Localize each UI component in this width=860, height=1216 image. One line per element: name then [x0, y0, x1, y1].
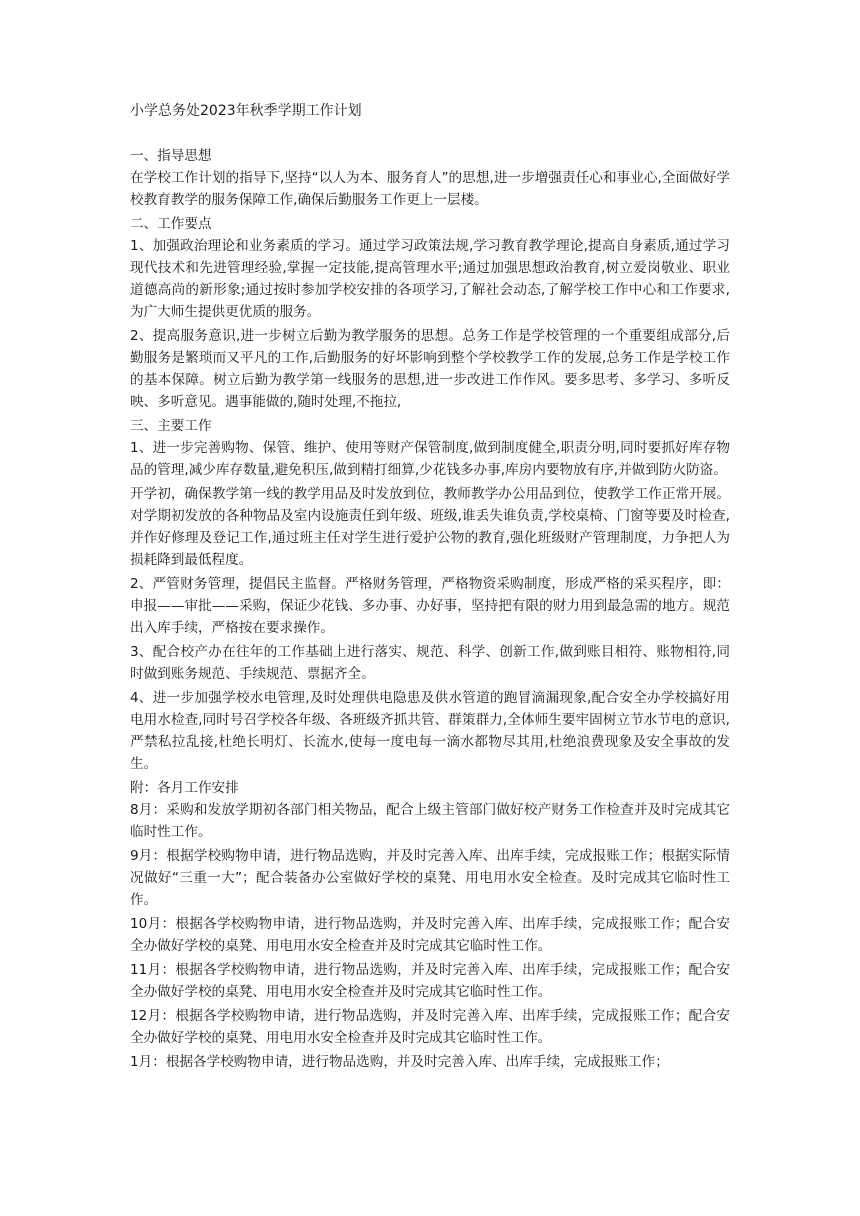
section-heading-key-points: 二、工作要点 [130, 216, 212, 232]
paragraph: 4、进一步加强学校水电管理,及时处理供电隐患及供水管道的跑冒滴漏现象,配合安全办学校搞好用电用水检查,同时号召学校各年级、各班级齐抓共管、群策群力,全体师生要牢固树立节水节电的意识,严禁私拉乱接,杜绝长明灯、长流水,使每一度电每一滴水都物尽其用,杜绝浪费现象及安全事故的发生。 [130, 690, 730, 772]
paragraph: 3、配合校产办在往年的工作基础上进行落实、规范、科学、创新工作,做到账目相符、账物相符,同时做到账务规范、手续规范、票据齐全。 [130, 644, 730, 682]
paragraph: 1、加强政治理论和业务素质的学习。通过学习政策法规,学习教育教学理论,提高自身素质,通过学习现代技术和先进管理经验,掌握一定技能,提高管理水平;通过加强思想政治教育,树立爱岗敬业、职业道德高尚的新形象;通过按时参加学校安排的各项学习,了解社会动态,了解学校工作中心和工作要求,为广大师生提供更优质的服务。 [130, 238, 730, 320]
paragraph: 1、进一步完善购物、保管、维护、使用等财产保管制度,做到制度健全,职责分明,同时要抓好库存物品的管理,减少库存数量,避免积压,做到精打细算,少花钱多办事,库房内要物放有序,并做到防火防盗。 [130, 440, 730, 478]
month-paragraph: 10月：根据各学校购物申请，进行物品选购，并及时完善入库、出库手续，完成报账工作；配合安全办做好学校的桌凳、用电用水安全检查并及时完成其它临时性工作。 [130, 916, 730, 954]
paragraph: 在学校工作计划的指导下,坚持“以人为本、服务育人”的思想,进一步增强责任心和事业心,全面做好学校教育教学的服务保障工作,确保后勤服务工作更上一层楼。 [130, 170, 730, 208]
month-paragraph: 11月：根据各学校购物申请，进行物品选购，并及时完善入库、出库手续，完成报账工作；配合安全办做好学校的桌凳、用电用水安全检查并及时完成其它临时性工作。 [130, 962, 730, 1000]
document-title: 小学总务处2023年秋季学期工作计划 [130, 103, 362, 119]
month-paragraph: 1月：根据各学校购物申请，进行物品选购，并及时完善入库、出库手续，完成报账工作； [130, 1054, 669, 1070]
paragraph: 2、提高服务意识,进一步树立后勤为教学服务的思想。总务工作是学校管理的一个重要组成部分,后勤服务是繁琐而又平凡的工作,后勤服务的好坏影响到整个学校教学工作的发展,总务工作是学校工作的基本保障。树立后勤为教学第一线服务的思想,进一步改进工作作风。要多思考、多学习、多听反映、多听意见。遇事能做的,随时处理,不拖拉, [130, 328, 730, 410]
month-paragraph: 8月：采购和发放学期初各部门相关物品，配合上级主管部门做好校产财务工作检查并及时完成其它临时性工作。 [130, 802, 730, 840]
section-heading-guiding-thought: 一、指导思想 [130, 148, 212, 164]
document-page [130, 100, 730, 1075]
month-paragraph: 9月：根据学校购物申请，进行物品选购，并及时完善入库、出库手续，完成报账工作；根据实际情况做好“三重一大”；配合装备办公室做好学校的桌凳、用电用水安全检查。及时完成其它临时性工作。 [130, 848, 730, 908]
section-heading-monthly-schedule: 附：各月工作安排 [130, 780, 239, 796]
paragraph: 2、严管财务管理，提倡民主监督。严格财务管理，严格物资采购制度，形成严格的采买程序，即：申报——审批——采购，保证少花钱、多办事、办好事，坚持把有限的财力用到最急需的地方。规范出入库手续，严格按在要求操作。 [130, 576, 730, 636]
section-heading-main-work: 三、主要工作 [130, 418, 212, 434]
paragraph: 开学初，确保教学第一线的教学用品及时发放到位，教师教学办公用品到位，使教学工作正常开展。对学期初发放的各种物品及室内设施责任到年级、班级,谁丢失谁负责,学校桌椅、门窗等要及时检查,并作好修理及登记工作,通过班主任对学生进行爱护公物的教育,强化班级财产管理制度，力争把人为损耗降到最低程度。 [130, 486, 730, 568]
month-paragraph: 12月：根据各学校购物申请，进行物品选购，并及时完善入库、出库手续，完成报账工作；配合安全办做好学校的桌凳、用电用水安全检查并及时完成其它临时性工作。 [130, 1008, 730, 1046]
